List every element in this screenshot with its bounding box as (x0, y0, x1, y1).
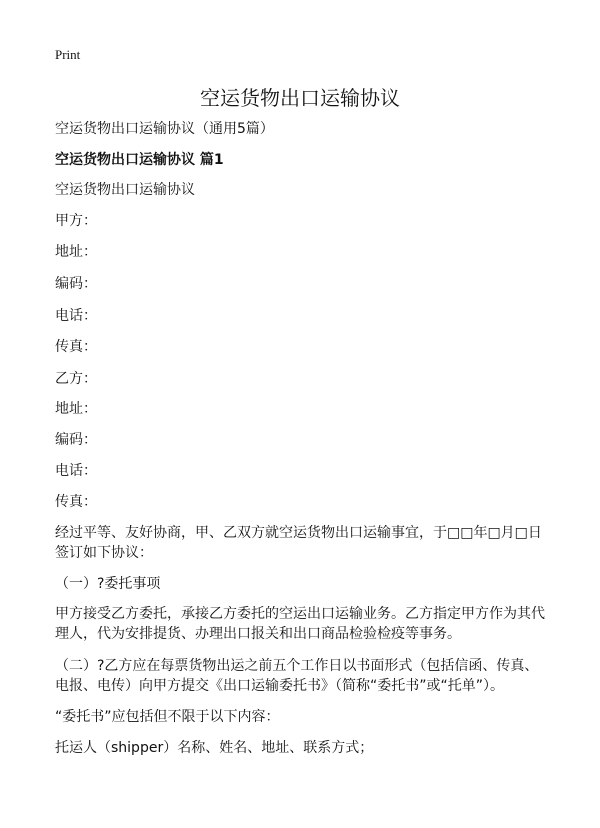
paragraph: 托运人（shipper）名称、姓名、地址、联系方式； (55, 740, 374, 756)
field-postcode: 编码： (55, 276, 97, 292)
paragraph: 空运货物出口运输协议 (55, 182, 195, 198)
field-party-a: 甲方： (55, 213, 97, 229)
field-phone: 电话： (55, 308, 97, 324)
print-link[interactable]: Print (55, 47, 81, 62)
clause-heading: （一）?委托事项 (55, 576, 161, 592)
field-phone: 电话： (55, 463, 97, 479)
paragraph: 甲方接受乙方委托，承接乙方委托的空运出口运输业务。乙方指定甲方作为其代理人，代为安排提货、办理出口报关和出口商品检验检疫等事务。 (55, 606, 545, 642)
field-address: 地址： (55, 244, 97, 260)
paragraph: （二）?乙方应在每票货物出运之前五个工作日以书面形式（包括信函、传真、电报、电传）向甲方提交《出口运输委托书》（简称“委托书”或“托单”）。 (55, 658, 539, 694)
field-fax: 传真： (55, 339, 97, 355)
document-title: 空运货物出口运输协议 (200, 86, 400, 110)
field-postcode: 编码： (55, 432, 97, 448)
field-party-b: 乙方： (55, 371, 97, 387)
paragraph: 经过平等、友好协商，甲、乙双方就空运货物出口运输事宜，于□□年□月□日签订如下协议： (55, 525, 542, 561)
paragraph: “委托书”应包括但不限于以下内容： (55, 709, 280, 725)
subtitle: 空运货物出口运输协议（通用5篇） (55, 121, 274, 137)
field-address: 地址： (55, 401, 97, 417)
section-heading: 空运货物出口运输协议 篇1 (55, 152, 224, 168)
field-fax: 传真： (55, 494, 97, 510)
